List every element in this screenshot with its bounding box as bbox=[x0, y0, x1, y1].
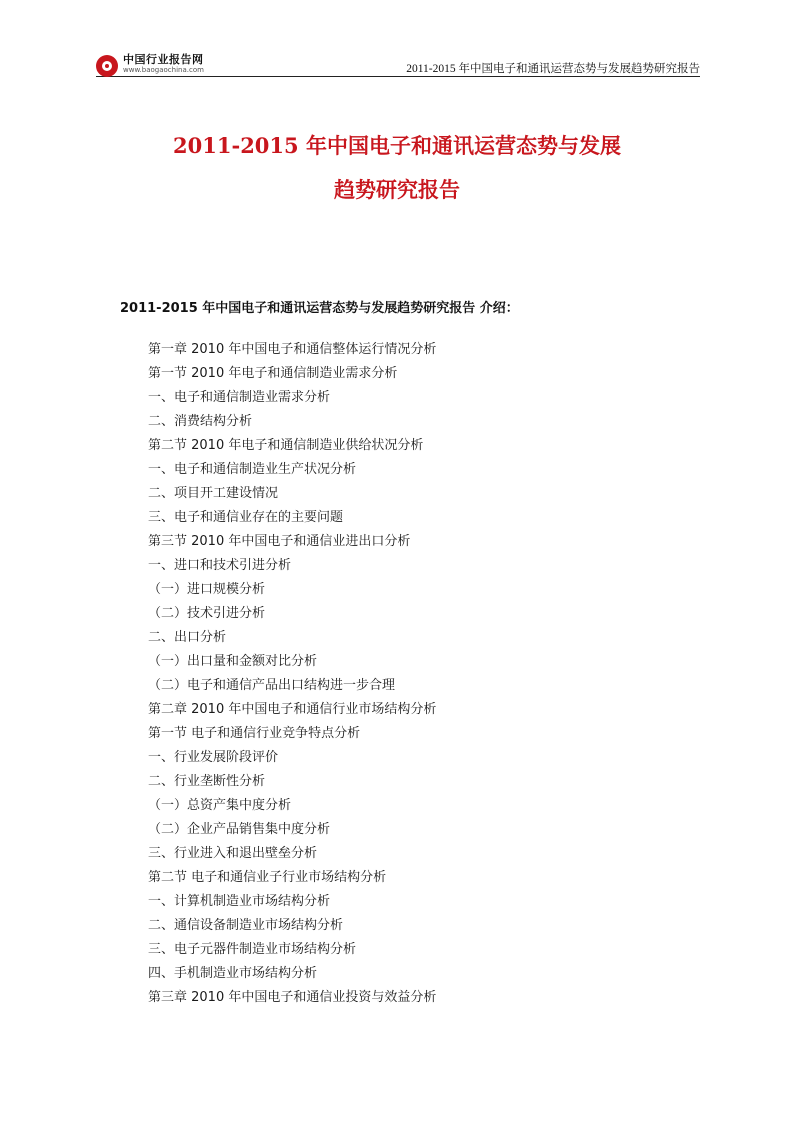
toc-item: 一、计算机制造业市场结构分析 bbox=[148, 894, 331, 909]
toc-item: 第一节 2010 年电子和通信制造业需求分析 bbox=[148, 366, 398, 381]
document-title-line-1: 2011-2015 年中国电子和通讯运营态势与发展 bbox=[173, 133, 621, 158]
toc-item: 三、电子和通信业存在的主要问题 bbox=[148, 510, 344, 525]
toc-item: 二、项目开工建设情况 bbox=[148, 486, 279, 501]
intro-heading: 2011-2015 年中国电子和通讯运营态势与发展趋势研究报告 介绍： bbox=[120, 301, 519, 316]
toc-item: （一）总资产集中度分析 bbox=[148, 798, 292, 813]
toc-item: 第三章 2010 年中国电子和通信业投资与效益分析 bbox=[148, 990, 437, 1005]
toc-item: （一）出口量和金额对比分析 bbox=[148, 654, 318, 669]
table-of-contents bbox=[148, 338, 436, 1010]
toc-item: 一、电子和通信制造业生产状况分析 bbox=[148, 462, 357, 477]
logo-circle-icon bbox=[96, 55, 118, 77]
toc-item: （二）电子和通信产品出口结构进一步合理 bbox=[148, 678, 396, 693]
toc-item: 二、通信设备制造业市场结构分析 bbox=[148, 918, 344, 933]
toc-item: 第一章 2010 年中国电子和通信整体运行情况分析 bbox=[148, 342, 437, 357]
document-title-line-2: 趋势研究报告 bbox=[334, 177, 460, 202]
logo-name: 中国行业报告网 bbox=[123, 53, 204, 66]
toc-item: 第二节 电子和通信业子行业市场结构分析 bbox=[148, 870, 387, 885]
toc-item: （二）企业产品销售集中度分析 bbox=[148, 822, 331, 837]
running-title: 2011-2015 年中国电子和通讯运营态势与发展趋势研究报告 bbox=[406, 63, 700, 75]
toc-item: 一、进口和技术引进分析 bbox=[148, 558, 292, 573]
toc-item: （一）进口规模分析 bbox=[148, 582, 266, 597]
site-logo bbox=[96, 54, 204, 76]
toc-item: 第二节 2010 年电子和通信制造业供给状况分析 bbox=[148, 438, 424, 453]
page-header bbox=[96, 52, 700, 77]
toc-item: 第二章 2010 年中国电子和通信行业市场结构分析 bbox=[148, 702, 437, 717]
toc-item: 一、行业发展阶段评价 bbox=[148, 750, 279, 765]
toc-item: 二、消费结构分析 bbox=[148, 414, 253, 429]
toc-item: 二、行业垄断性分析 bbox=[148, 774, 266, 789]
toc-item: 三、行业进入和退出壁垒分析 bbox=[148, 846, 318, 861]
logo-text bbox=[123, 54, 204, 74]
toc-item: 第三节 2010 年中国电子和通信业进出口分析 bbox=[148, 534, 411, 549]
logo-url: www.baogaochina.com bbox=[123, 66, 204, 74]
toc-item: 二、出口分析 bbox=[148, 630, 227, 645]
toc-item: 第一节 电子和通信行业竞争特点分析 bbox=[148, 726, 361, 741]
toc-item: 四、手机制造业市场结构分析 bbox=[148, 966, 318, 981]
toc-item: （二）技术引进分析 bbox=[148, 606, 266, 621]
toc-item: 三、电子元器件制造业市场结构分析 bbox=[148, 942, 357, 957]
toc-item: 一、电子和通信制造业需求分析 bbox=[148, 390, 331, 405]
